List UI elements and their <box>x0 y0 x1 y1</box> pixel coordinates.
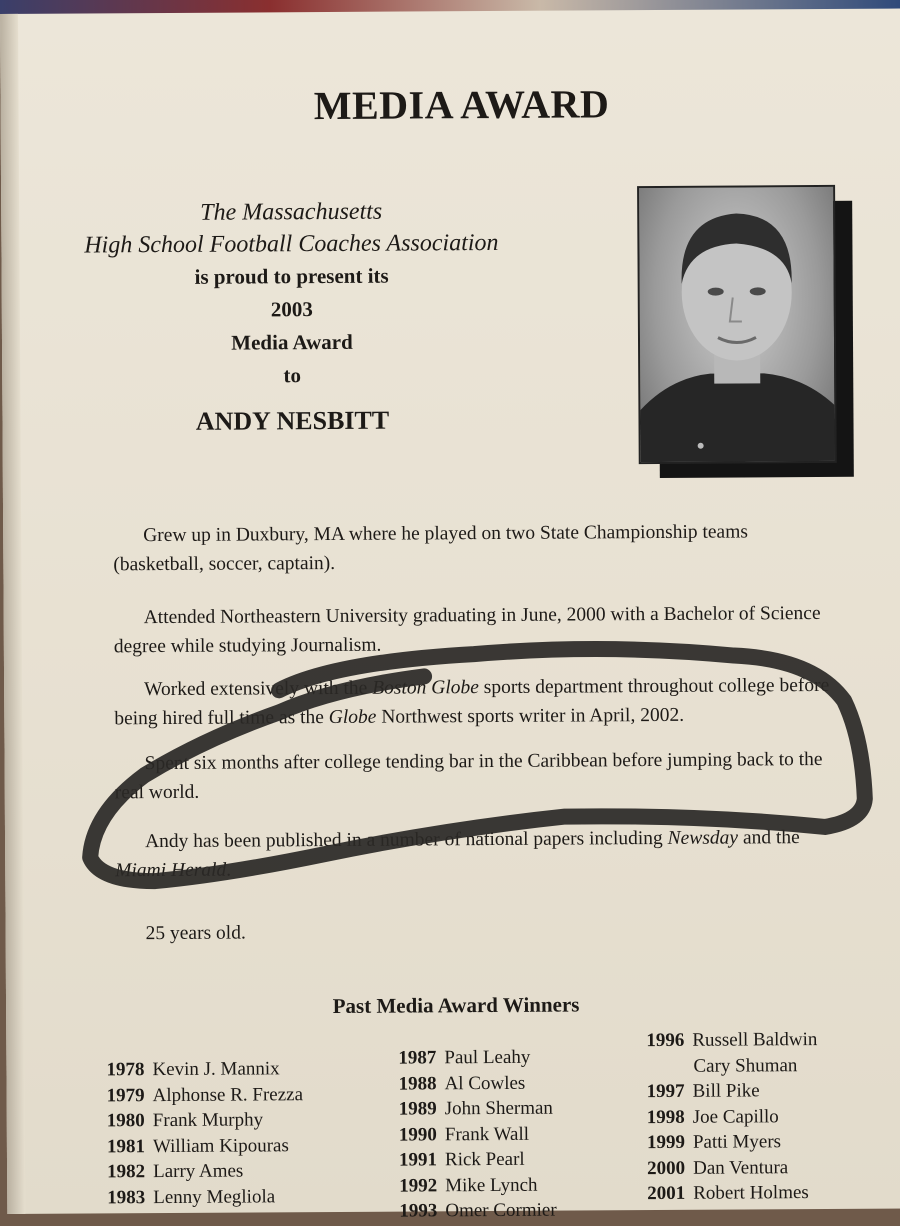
award-name: Media Award <box>231 329 353 355</box>
winner-year: 1991 <box>398 1149 438 1171</box>
winner-year: 1979 <box>106 1084 145 1106</box>
bio-paragraph-6: 25 years old. <box>145 922 246 945</box>
winner-name: Kevin J. Mannix <box>152 1058 280 1081</box>
winners-column-2 <box>398 1045 556 1224</box>
to-line: to <box>283 363 302 388</box>
bio-paragraph-4: Spent six months after college tending bar in the Caribbean before jumping back to the real world. <box>114 748 823 804</box>
org-name-line1: The Massachusetts <box>200 198 383 226</box>
winner-name: Joe Capillo <box>692 1105 779 1128</box>
winner-row <box>647 1155 818 1182</box>
winner-row <box>398 1045 555 1071</box>
winner-name: William Kipouras <box>152 1134 289 1157</box>
winner-row <box>107 1184 304 1211</box>
winner-year: 1999 <box>646 1131 685 1154</box>
miami-herald-italic: Miami Herald <box>115 859 227 882</box>
winner-name: Omer Cormier <box>445 1199 557 1222</box>
winner-name: Paul Leahy <box>444 1046 531 1069</box>
winner-row <box>399 1121 556 1147</box>
winner-name: Bill Pike <box>692 1080 760 1102</box>
winner-row <box>106 1056 303 1083</box>
winner-name: Frank Murphy <box>152 1109 264 1132</box>
winner-name: Cary Shuman <box>693 1054 798 1077</box>
winner-name: Robert Holmes <box>693 1182 809 1204</box>
winner-row <box>399 1172 556 1198</box>
winner-name: Mike Lynch <box>445 1174 538 1196</box>
program-page <box>0 9 900 1222</box>
winner-row <box>647 1129 818 1156</box>
winner-year: 1981 <box>106 1135 145 1157</box>
bio-paragraph-2: Attended Northeastern University graduating in June, 2000 with a Bachelor of Science degree while studying Journalism. <box>113 602 821 658</box>
winner-row <box>399 1096 556 1122</box>
bio-p5-text-a: Andy has been published in a number of national papers including <box>144 827 668 853</box>
org-name-line2: High School Football Coaches Association <box>84 229 499 259</box>
bio-p3-text-b: sports department throughout college before being hired full time as the <box>114 674 830 730</box>
bio-p5-text-b: and the <box>737 827 800 849</box>
winner-name: Russell Baldwin <box>692 1029 818 1051</box>
winner-row <box>399 1147 556 1173</box>
globe-italic: Globe <box>328 706 377 729</box>
winner-row <box>398 1070 555 1096</box>
winner-row <box>646 1027 817 1054</box>
honoree-name: ANDY NESBITT <box>195 405 390 436</box>
winner-name: Frank Wall <box>444 1123 530 1145</box>
portrait-illustration <box>639 187 835 462</box>
past-winners-title: Past Media Award Winners <box>332 992 580 1018</box>
winner-name: Alphonse R. Frezza <box>152 1083 304 1106</box>
winner-row <box>107 1107 304 1134</box>
winner-year: 1978 <box>106 1059 145 1081</box>
winner-row <box>647 1078 818 1105</box>
winner-year: 1982 <box>107 1161 146 1183</box>
winner-row <box>107 1082 304 1109</box>
winner-year: 1987 <box>398 1047 437 1069</box>
winner-name: Larry Ames <box>153 1160 244 1183</box>
bio-paragraph-1: Grew up in Duxbury, MA where he played on two State Championship teams (basketball, soccer, captain). <box>113 521 749 576</box>
bio-paragraph-5 <box>115 823 845 885</box>
winner-row <box>399 1198 556 1224</box>
winners-column-3 <box>646 1027 818 1207</box>
present-line: is proud to present its <box>194 263 389 289</box>
winner-name: Al Cowles <box>444 1072 526 1094</box>
winner-name: Dan Ventura <box>692 1156 789 1179</box>
winner-name: Lenny Megliola <box>153 1185 276 1208</box>
bio-p3-text-c: Northwest sports writer in April, 2002. <box>376 704 685 728</box>
bio-p3-text-a: Worked extensively with the <box>144 677 373 701</box>
winner-row <box>647 1104 818 1131</box>
newsday-italic: Newsday <box>667 827 739 849</box>
page-title: MEDIA AWARD <box>313 81 610 129</box>
boston-globe-italic: Boston Globe <box>372 677 479 699</box>
winner-name: Rick Pearl <box>444 1148 525 1171</box>
winner-year: 1989 <box>398 1098 437 1120</box>
award-year: 2003 <box>270 297 313 322</box>
winner-row <box>646 1053 817 1080</box>
winner-row <box>647 1180 818 1207</box>
honoree-portrait <box>637 185 837 464</box>
bio-paragraph-3 <box>114 671 844 733</box>
winner-year: 2000 <box>646 1157 686 1179</box>
winner-year: 1997 <box>646 1080 685 1103</box>
winner-year: 1998 <box>646 1106 685 1128</box>
winner-year: 2001 <box>647 1182 686 1205</box>
winner-year: 1993 <box>399 1200 438 1222</box>
winner-year: 1988 <box>398 1072 437 1095</box>
winner-name: Patti Myers <box>692 1131 782 1153</box>
winner-row <box>107 1158 304 1185</box>
winners-column-1 <box>106 1056 303 1210</box>
winner-year: 1980 <box>106 1110 145 1132</box>
winner-year: 1996 <box>646 1029 685 1052</box>
winner-year: 1990 <box>398 1123 437 1146</box>
winner-year: 1983 <box>107 1186 146 1208</box>
award-intro <box>71 195 512 438</box>
bio-p5-text-c: . <box>226 859 232 881</box>
winner-year: 1992 <box>399 1174 438 1197</box>
winner-row <box>107 1133 304 1160</box>
winner-name: John Sherman <box>444 1097 553 1120</box>
page-fold <box>0 14 25 1214</box>
